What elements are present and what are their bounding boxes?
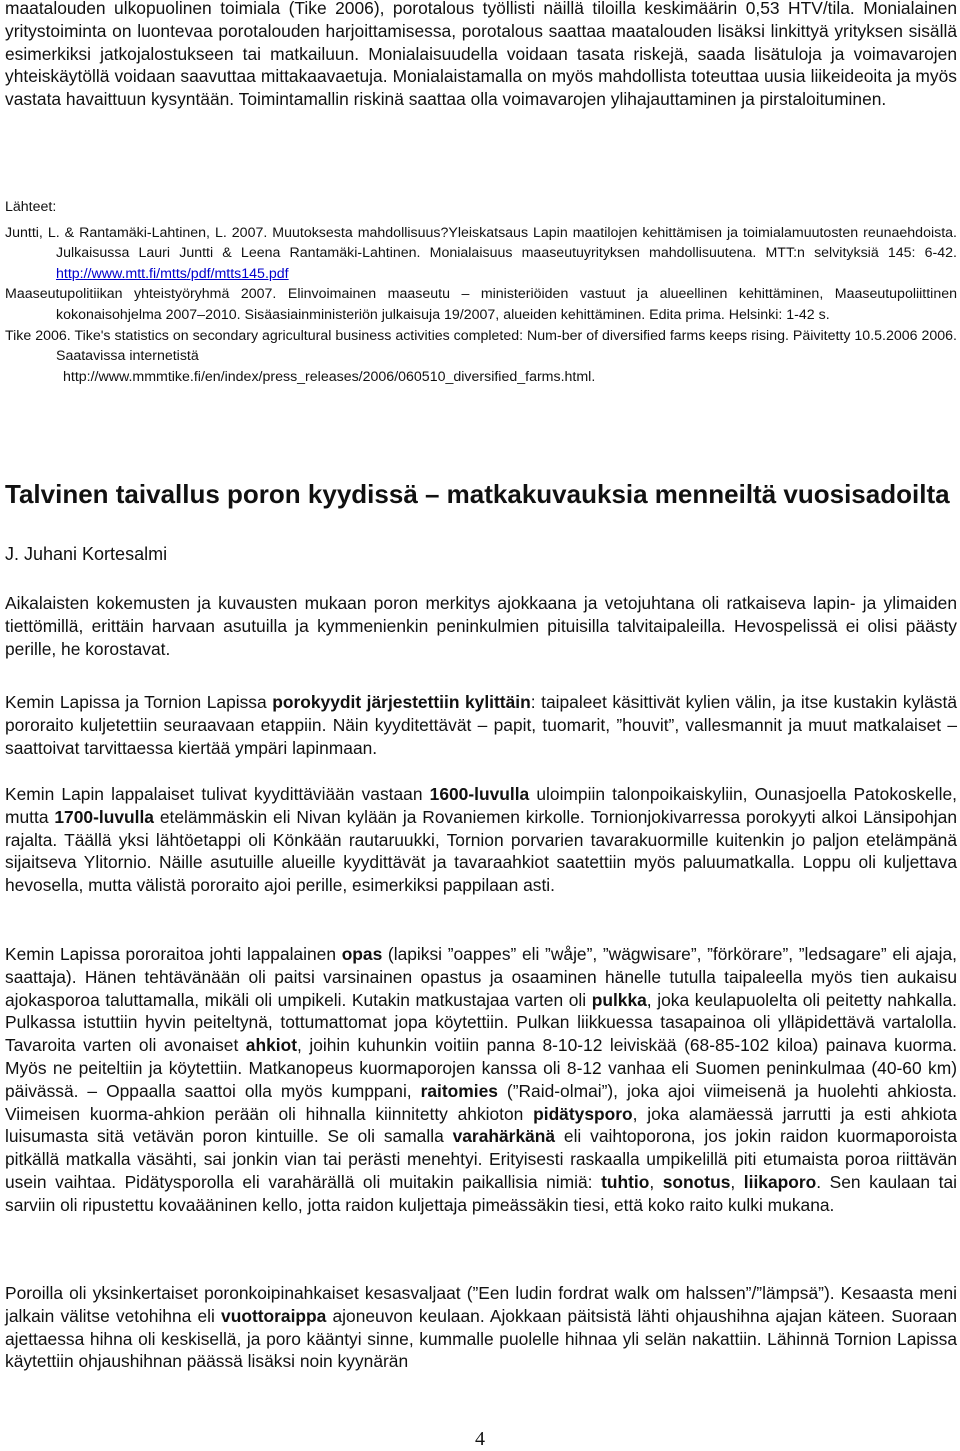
bold-term: liikaporo: [743, 1171, 817, 1192]
reference-link-part2[interactable]: mtt.fi/mtts/pdf/mtts145.pdf: [125, 265, 289, 282]
reference-tike-url: http://www.mmmtike.fi/en/index/press_releases/2006/060510_diversified_farms.html.: [63, 368, 596, 385]
page-number: 4: [475, 1428, 485, 1450]
reference-maaseutupolitiikka: Maaseutupolitiikan yhteistyöryhmä 2007. Elinvoimainen maaseutu – ministeriöiden vastuut ja alueellinen kehittäminen, Maaseutupoliittinen kokonaisohjelma 2007–2010. Sisäasiainministeriön julkaisuja 19/2007, alueiden kehittäminen. Edita prima. Helsinki: 1-42 s.: [5, 286, 957, 323]
reference-juntti: Juntti, L. & Rantamäki-Lahtinen, L. 2007. Muutoksesta mahdollisuus?Yleiskatsaus Lapin maatilojen kehittämisen ja toimialamuutosten reunaehdoista. Julkaisussa Lauri Juntti & Leena Rantamäki-Lahtinen. Monialaisuus maaseutuyrityksen mahdollisuutena. MTT:n selvityksiä 145: 6-42. http://www.mtt.fi/mtts/pdf/mtts145.pdf: [5, 224, 957, 282]
reference-tike: Tike 2006. Tike's statistics on secondary agricultural business activities completed: Num-ber of diversified farms keeps rising. Päivitetty 10.5.2006 2006. Saatavissa internetistä: [5, 327, 957, 365]
bold-term: pidätysporo: [533, 1103, 633, 1124]
bold-term: sonotus: [662, 1171, 731, 1192]
bold-term: 1700-luvulla: [54, 806, 154, 827]
bold-term: pulkka: [591, 989, 647, 1010]
article-paragraph-3: Kemin Lapin lappalaiset tulivat kyydittäviään vastaan 1600-luvulla uloimpiin talonpoikaiskyliin, Ounasjoella Patokoskelle, mutta 1700-luvulla etelämmäskin eli Nivan kylään ja Rovaniemen kirkolle. Tornionjokivarressa porokyyti alkoi Länsipohjan rajalta. Täällä yksi lähtöetappi oli Könkään rautaruukki, Tornion porvarien tavarakuormille kuitenkin jo paljon etelämpänä sijaitseva Ylitornio. Näille asutuille alueille kyydittävät ja tavaraahkiot saatettiin myös paluumatkalla. Loppu oli kuljettava hevosella, mutta välistä pororaito ajoi perille, esimerkiksi pappilaan asti.: [5, 784, 957, 896]
article-paragraph-2: Kemin Lapissa ja Tornion Lapissa porokyydit järjestettiin kylittäin: taipaleet käsittivät kylien välin, ja itse kustakin kylästä pororaito kuljetettiin seuraavaan etappiin. Näin kyyditettävät – papit, tuomarit, ”houvit”, vallesmannit ja muut matkalaiset – saattoivat tarvittaessa kiertää ympäri lapinmaan.: [5, 692, 958, 758]
article-title: Talvinen taivallus poron kyydissä – matkakuvauksia menneiltä vuosisadoilta: [5, 479, 950, 509]
bold-term: tuhtio: [601, 1171, 650, 1192]
reference-link-part1[interactable]: http://www.: [56, 265, 126, 282]
bold-term: raitomies: [420, 1080, 498, 1101]
article-paragraph-1: Aikalaisten kokemusten ja kuvausten mukaan poron merkitys ajokkaana ja vetojuhtana oli ratkaiseva lapin- ja ylimaiden tiettömillä, erittäin harvaan asutuilla ja kymmenienkin peninkulmien pituisilla talvitaipaleilla. Hevospelissä ei olisi päästy perille, he korostavat.: [5, 593, 957, 659]
article-paragraph-5: Poroilla oli yksinkertaiset poronkoipinahkaiset kesasvaljaat (”Een ludin fordrat walk om halssen”/”lämpsä”). Kesaasta meni jalkain välitse vetohihna eli vuottoraippa ajoneuvon keulaan. Ajokkaan päitsistä lähti ohjaushihna ajajan käteen. Suoraan ajettaessa hihna oli keskisellä, ja poro kääntyi sinne, kummalle puolelle hihnaa yli selän nakattiin. Lähinnä Tornion Lapissa käytettiin ohjaushihnan päässä lisäksi noin kyynärän: [5, 1283, 957, 1372]
references-label: Lähteet:: [5, 199, 57, 215]
bold-term: 1600-luvulla: [429, 784, 530, 804]
intro-paragraph: maatalouden ulkopuolinen toimiala (Tike 2006), porotalous työllisti näillä tiloilla keskimäärin 0,53 HTV/tila. Monialainen yritystoiminta on luontevaa porotalouden harjoittamisessa, porotalous saattaa maatalouden lisäksi linkittyä yrityksen sisällä esimerkiksi jatkojalostukseen tai matkailuun. Monialaisuudella voidaan tasata riskejä, saada lisätuloja ja voimavarojen yhteiskäytöllä voidaan saavuttaa mittakaavaetuja. Monialaistamalla on myös mahdollista toteuttaa uusia liikeideoita ja myös vastata havaittuun kysyntään. Toimintamallin riskinä saattaa olla voimavarojen ylihajauttaminen ja pirstaloituminen.: [5, 0, 957, 110]
bold-term: ahkiot: [245, 1035, 298, 1056]
references-section: [5, 197, 957, 387]
bold-term: opas: [341, 944, 383, 964]
bold-term: porokyydit järjestettiin kylittäin: [272, 692, 531, 712]
article-author: J. Juhani Kortesalmi: [5, 544, 168, 564]
article-paragraph-4: Kemin Lapissa pororaitoa johti lappalainen opas (lapiksi ”oappes” eli ”wåje”, ”wägwisare”, ”förkörare”, ”ledsagare” eli ajaja, saattaja). Hänen tehtävänään oli paitsi varsinainen opastus ja osaaminen hänelle tutulla taipaleella myös tien aukaisu ajokasporoa taluttamalla, mikäli oli umpikeli. Kutakin matkustajaa varten oli pulkka, joka keulapuolelta oli peitetty nahkalla. Pulkassa istuttiin hyvin peiteltynä, tottumattomat jopa köytettiin. Pulkan liikkuessa tasapainoa oli ylläpidettävä vartalolla. Tavaroita varten oli avonaiset ahkiot, joihin kuhunkin voitiin panna 8-10-12 leiviskää (68-85-102 kiloa) painava kuorma. Myös ne peiteltiin ja köytettiin. Matkanopeus kuormaporojen kanssa oli 8-12 vanhaa eli Suomen peninkulmaa (40-60 km) päivässä. – Oppaalla saattoi olla myös kumppani, raitomies (”Raid-olmai”), joka ajoi viimeisenä ja huolehti ahkiosta. Viimeisen kuorma-ahkion perään oli hihnalla kiinnitetty ahkioton pidätysporo, joka alamäessä jarrutti ja esti ahkiota luisumasta sitä vetävän poron kintuille. Se oli samalla varahärkänä eli vaihtoporona, jos jokin raidon kuormaporoista pitkällä matkalla väsähti, sai jonkin vian tai perästi menehtyi. Erityisesti raskaalla umpikelillä piti etumaista poroa riittävän usein vaihtaa. Pidätysporolla eli varahärällä oli muitakin paikallisia nimiä: tuhtio, sonotus, liikaporo. Sen kaulaan tai sarviin oli ripustettu kovaääninen kello, jotta raidon kuljettaja pimeässäkin tiesi, että koko raito kulki mukana.: [5, 944, 958, 1215]
bold-term: vuottoraippa: [221, 1305, 327, 1326]
bold-term: varahärkänä: [452, 1126, 556, 1147]
